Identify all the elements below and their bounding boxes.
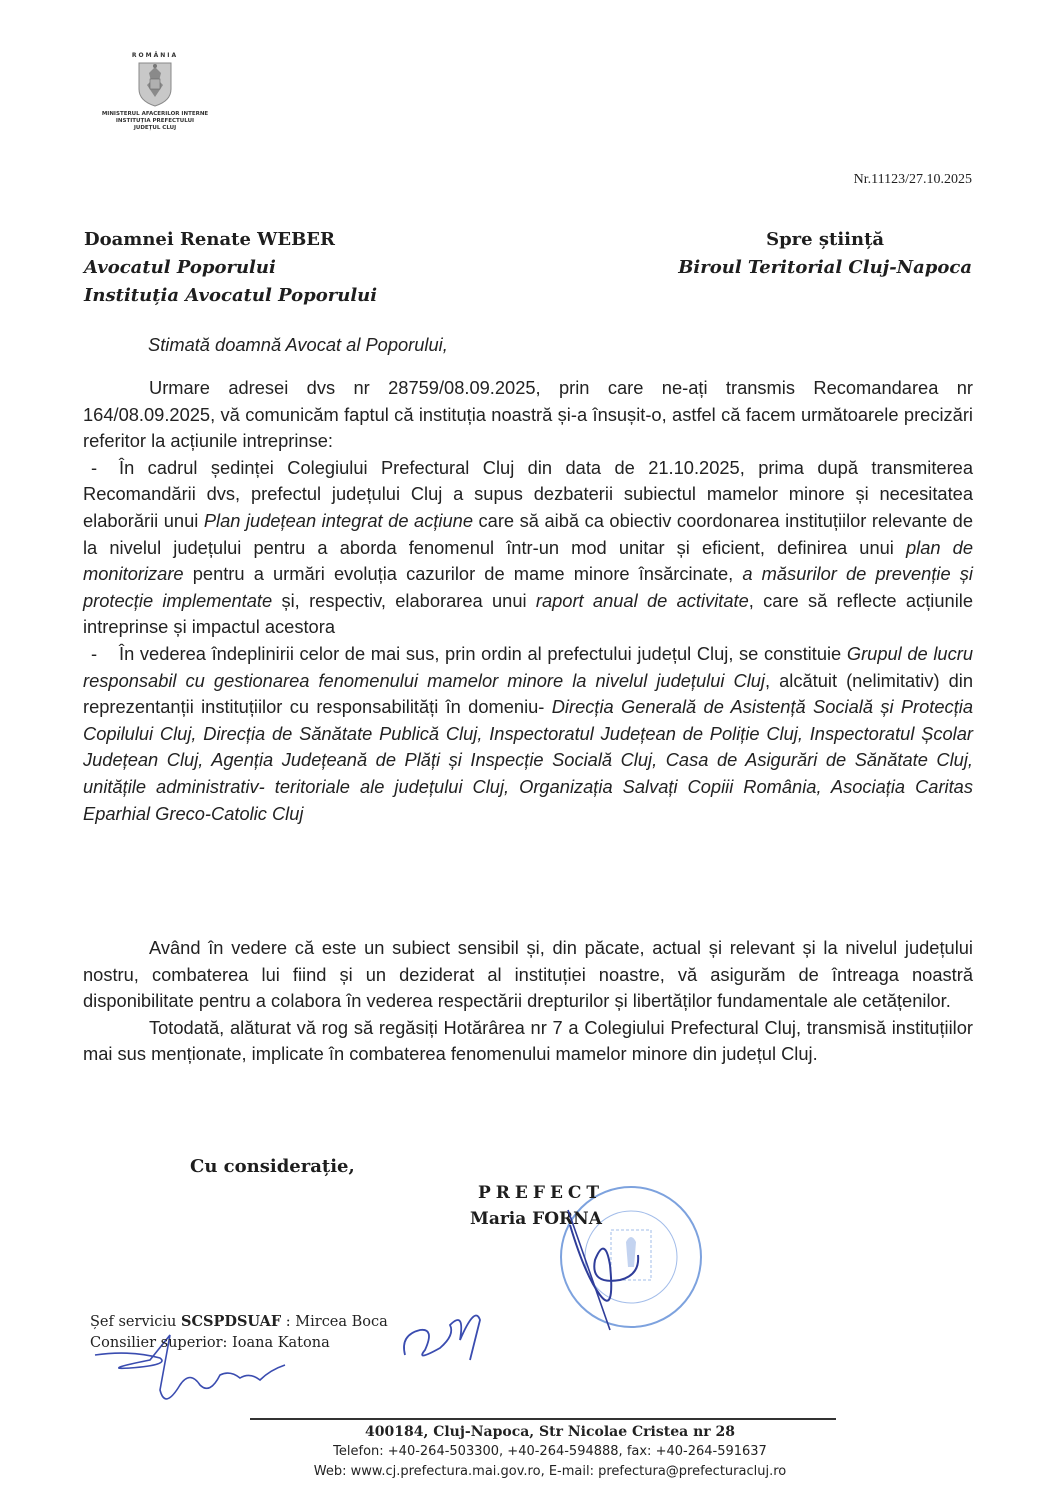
institution-line: MINISTERUL AFACERILOR INTERNE: [101, 111, 209, 117]
copy-to-recipient: Biroul Teritorial Cluj-Napoca: [678, 257, 972, 278]
signatory-name: Maria FORNA: [470, 1209, 602, 1229]
salutation: Stimată doamnă Avocat al Poporului,: [148, 334, 448, 355]
romanian-coat-of-arms-icon: [137, 61, 173, 107]
staff-name: : Mircea Boca: [281, 1314, 388, 1330]
body-paragraph: Având în vedere că este un subiect sensibil și, din păcate, actual și relevant și la nivelul județului nostru, combaterea lui fiind și un deziderat al instituției noastre, vă asigurăm de întreaga noastră disponibilitate pentru a colabora în vederea respectării drepturilor și libertăților fundamentale ale cetățenilor.: [83, 937, 973, 1012]
country-label: ROMÂNIA: [131, 52, 179, 59]
emphasized-text: Direcția Generală de Asistență Socială și Protecția Copilului Cluj, Direcția de Sănătate Publică Cluj, Inspectoratul Județean de Poliție Cluj, Inspectoratul Școlar Județean Cluj, Agenția Județeană de Plăți și Inspecție Socială Cluj, Casa de Asigurări de Sănătate Cluj, unitățile administrativ- teritoriale ale județului Cluj, Organizația Salvați Copiii România, Asociația Caritas Eparhial Greco-Catolic Cluj: [83, 696, 973, 824]
institution-crest-block: [80, 52, 230, 132]
bullet-text: [83, 457, 973, 638]
body-paragraph: Totodată, alăturat vă rog să regăsiți Hotărârea nr 7 a Colegiului Prefectural Cluj, transmisă instituțiilor mai sus menționate, implicate în combaterea fenomenului mamelor minore din județul Cluj.: [83, 1016, 973, 1065]
text-run: care să aibă ca obiectiv coordonarea instituțiilor relevante de la nivelul județului pentru a aborda fenomenul într-un mod unitar și eficient, definirea unui: [83, 509, 974, 558]
footer-address: 400184, Cluj-Napoca, Str Nicolae Cristea nr 28: [365, 1424, 735, 1440]
staff-block: [90, 1311, 388, 1354]
registration-number: Nr.11123/27.10.2025: [853, 172, 972, 187]
footer-phones: Telefon: +40-264-503300, +40-264-594888, fax: +40-264-591637: [333, 1444, 767, 1459]
chief-signature-icon: [395, 1300, 495, 1380]
institution-line: JUDEȚUL CLUJ: [133, 125, 177, 131]
text-run: În vederea îndeplinirii celor de mai sus, prin ordin al prefectului județul Cluj, se constituie: [119, 642, 847, 664]
emphasized-text: Grupul de lucru responsabil cu gestionarea fenomenului mamelor minore la nivelul județului Cluj: [83, 642, 973, 691]
staff-department: SCSPDSUAF: [180, 1313, 282, 1330]
prefect-signature-icon: [560, 1205, 660, 1335]
bullet-item: [83, 641, 973, 827]
addressee-name: Doamnei Renate WEBER: [84, 229, 335, 250]
bullet-item: [83, 455, 973, 641]
text-run: și, respectiv, elaborarea unui: [272, 589, 536, 611]
closing-formula: Cu considerație,: [190, 1156, 355, 1177]
emphasized-text: Plan județean integrat de acțiune: [203, 509, 473, 531]
emphasized-text: plan de monitorizare: [83, 536, 973, 585]
copy-to-label: Spre știință: [766, 229, 885, 250]
footer-web-email: Web: www.cj.prefectura.mai.gov.ro, E-mail: prefectura@prefecturacluj.ro: [313, 1464, 787, 1479]
text-run: , care să reflecte acțiunile intreprinse și impactul acestora: [83, 589, 973, 638]
text-run: , alcătuit (nelimitativ) din reprezentanții instituțiilor cu responsabilități în domeniu-: [83, 669, 973, 718]
addressee-role: Avocatul Poporului: [84, 257, 276, 278]
intro-paragraph: Urmare adresei dvs nr 28759/08.09.2025, prin care ne-ați transmis Recomandarea nr 164/08.09.2025, vă comunicăm faptul că instituția noastră și-a însușit-o, astfel că facem următoarele precizări referitor la acțiunile intreprinse:: [83, 377, 973, 452]
letter-body: [83, 375, 973, 827]
signatory-title: PREFECT: [478, 1183, 605, 1203]
bullet-dash: -: [91, 642, 98, 664]
footer-divider: [250, 1418, 836, 1420]
bullet-text: [83, 643, 973, 824]
text-run: pentru a urmări evoluția cazurilor de mame minore însărcinate,: [183, 563, 743, 585]
footer: [250, 1422, 850, 1482]
text-run: În cadrul ședinței Colegiului Prefectural Cluj din data de 21.10.2025, prima după transmiterea Recomandării dvs, prefectul județului Cluj a supus dezbaterii subiectul mamelor minore și necesitatea elaborării unui: [83, 456, 973, 531]
addressee-block: [84, 226, 377, 310]
letter-closing-paragraphs: [83, 935, 973, 1068]
copy-to-block: [678, 226, 972, 282]
emphasized-text: raport anual de activitate: [535, 589, 749, 611]
staff-line-counsellor: Consilier superior: Ioana Katona: [90, 1335, 330, 1351]
staff-line-chief: [90, 1311, 388, 1333]
addressee-institution: Instituția Avocatul Poporului: [84, 285, 378, 306]
emphasized-text: a măsurilor de prevenție și protecție implementate: [83, 563, 973, 611]
institution-line: INSTITUȚIA PREFECTULUI: [115, 118, 195, 124]
bullet-dash: -: [91, 456, 98, 478]
staff-role: Șef serviciu: [90, 1314, 181, 1330]
